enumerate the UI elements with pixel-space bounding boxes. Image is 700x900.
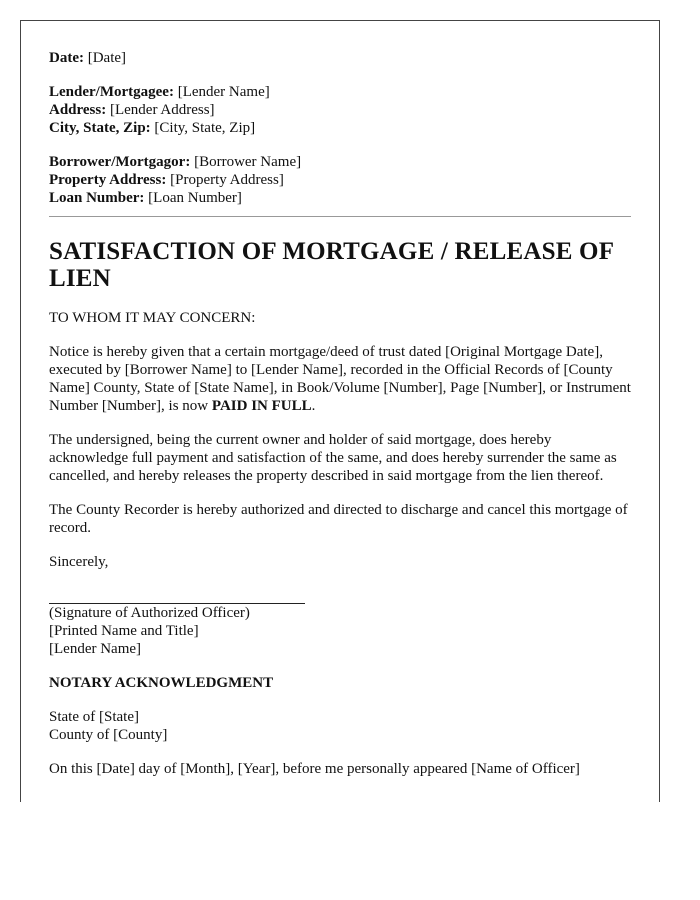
divider <box>49 216 631 217</box>
notary-state: State of [State] <box>49 709 139 725</box>
notice-paragraph: Notice is hereby given that a certain mortgage/deed of trust dated [Original Mortgage Date], executed by [Borrower Name] to [Lender Name], recorded in the Official Records of [County Name] County, State of [State Name], in Book/Volume [Number], Page [Number], or Instrument Number [Number], is now PAID IN FULL. <box>49 344 631 414</box>
document-title: SATISFACTION OF MORTGAGE / RELEASE OF LIEN <box>49 238 614 292</box>
notary-paragraph: On this [Date] day of [Month], [Year], before me personally appeared [Name of Officer] <box>49 761 580 777</box>
closing: Sincerely, <box>49 554 109 570</box>
borrower-line: Borrower/Mortgagor: [Borrower Name] <box>49 154 302 170</box>
address-line: Address: [Lender Address] <box>49 102 215 118</box>
printed-name: [Printed Name and Title] <box>49 623 199 639</box>
notary-heading: NOTARY ACKNOWLEDGMENT <box>49 675 274 691</box>
salutation: TO WHOM IT MAY CONCERN: <box>49 310 256 326</box>
signature-caption: (Signature of Authorized Officer) <box>49 605 250 621</box>
signature-lender: [Lender Name] <box>49 641 142 657</box>
date-block <box>49 49 631 67</box>
borrower-block <box>49 153 631 207</box>
lender-block <box>49 83 631 137</box>
signature-block <box>49 604 631 658</box>
notary-county: County of [County] <box>49 727 168 743</box>
document-page <box>20 20 660 802</box>
lender-line: Lender/Mortgagee: [Lender Name] <box>49 84 270 100</box>
acknowledgment-paragraph: The undersigned, being the current owner and holder of said mortgage, does hereby acknowledge full payment and satisfaction of the same, and does hereby surrender the same as cancelled, and hereby releases the property described in said mortgage from the lien thereof. <box>49 432 617 484</box>
notary-venue <box>49 708 631 744</box>
city-line: City, State, Zip: [City, State, Zip] <box>49 120 256 136</box>
loan-line: Loan Number: [Loan Number] <box>49 190 242 206</box>
property-line: Property Address: [Property Address] <box>49 172 284 188</box>
paid-in-full: PAID IN FULL <box>211 398 312 414</box>
recorder-paragraph: The County Recorder is hereby authorized and directed to discharge and cancel this mortgage of record. <box>49 502 628 536</box>
date-line: Date: [Date] <box>49 50 127 66</box>
